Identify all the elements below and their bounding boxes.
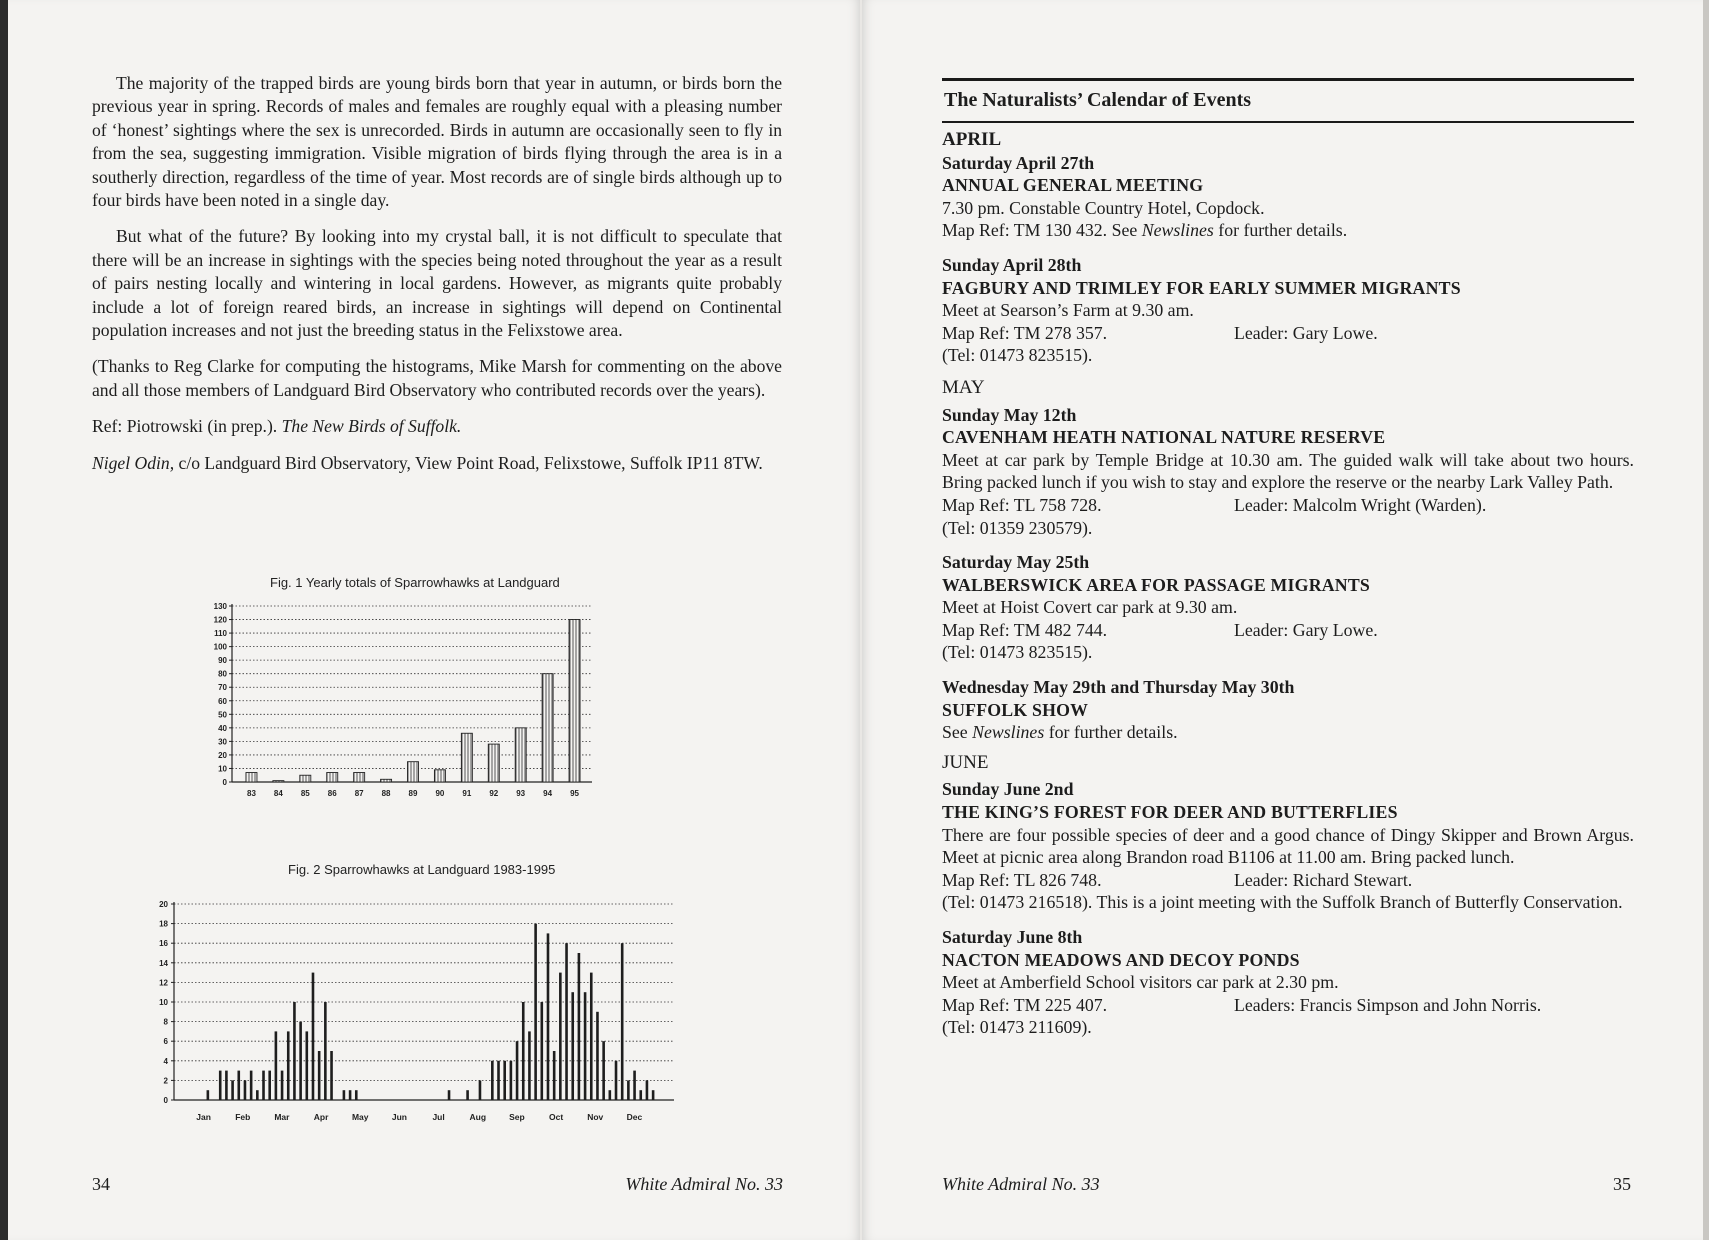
newslines-ref: Newslines — [1141, 220, 1214, 241]
event-date: Saturday May 25th — [942, 552, 1090, 573]
binding-edge — [0, 0, 8, 1240]
author-address: c/o Landguard Bird Observatory, View Point Road, Felixstowe, Suffolk IP11 8TW. — [178, 452, 763, 473]
bar-week-66 — [590, 973, 593, 1100]
event-tel: (Tel: 01473 216518). This is a joint meeting with the Suffolk Branch of Butterfly Conservation. — [942, 892, 1623, 913]
x-tick-label: 90 — [435, 789, 445, 798]
bar-week-65 — [584, 992, 587, 1100]
bar-83 — [246, 773, 257, 782]
event-body: Meet at Hoist Covert car park at 9.30 am. — [942, 597, 1238, 618]
event-map: Map Ref: TM 225 407. — [942, 994, 1108, 1015]
bar-week-23 — [324, 1002, 327, 1100]
y-tick-label: 4 — [163, 1056, 168, 1066]
bar-week-52 — [503, 1061, 506, 1100]
bar-87 — [354, 773, 365, 782]
event-date: Sunday April 28th — [942, 254, 1082, 275]
y-tick-label: 16 — [159, 939, 168, 949]
bar-week-56 — [528, 1031, 531, 1100]
x-tick-label: 84 — [273, 789, 283, 798]
event-tel: (Tel: 01473 823515). — [942, 642, 1093, 663]
month-june: JUNE — [942, 751, 989, 773]
event-map: Map Ref: TM 482 744. — [942, 619, 1108, 640]
bar-week-27 — [349, 1090, 352, 1100]
x-tick-label: 94 — [543, 789, 553, 798]
x-tick-label: Aug — [469, 1112, 487, 1122]
newslines-ref: Newslines — [972, 722, 1045, 743]
event-title: CAVENHAM HEATH NATIONAL NATURE RESERVE — [942, 427, 1386, 448]
event-tel: (Tel: 01473 823515). — [942, 345, 1093, 366]
page-number-right: 35 — [1613, 1174, 1631, 1194]
bar-92 — [488, 744, 499, 782]
y-tick-label: 130 — [213, 602, 227, 611]
fig2-title: Fig. 2 Sparrowhawks at Landguard 1983-1995 — [288, 862, 556, 877]
event-map — [942, 219, 1634, 242]
event-title: FAGBURY AND TRIMLEY FOR EARLY SUMMER MIGRANTS — [942, 277, 1461, 298]
x-tick-label: Feb — [235, 1112, 251, 1122]
event-map: Map Ref: TL 826 748. — [942, 869, 1102, 890]
y-tick-label: 60 — [218, 696, 227, 706]
bar-week-11 — [250, 1071, 253, 1100]
event-tel: (Tel: 01359 230579). — [942, 517, 1093, 538]
x-tick-label: Sep — [509, 1112, 525, 1122]
event-body: Meet at car park by Temple Bridge at 10.30 am. The guided walk will take about two hours. Bring packed lunch if you wish to stay and explore the reserve or the nearby Lark Valley Path. — [942, 449, 1634, 493]
y-tick-label: 14 — [159, 958, 168, 968]
bar-week-10 — [244, 1080, 247, 1100]
x-tick-label: Mar — [274, 1112, 290, 1122]
map-prefix: Map Ref: TM 130 432. See — [942, 220, 1142, 241]
event-leader: Leader: Richard Stewart. — [1234, 869, 1413, 890]
bar-week-9 — [237, 1071, 240, 1100]
x-tick-label: Jul — [432, 1112, 445, 1122]
bar-week-14 — [268, 1071, 271, 1100]
x-tick-label: Oct — [548, 1112, 564, 1122]
author-line — [92, 452, 782, 475]
y-tick-label: 0 — [163, 1096, 168, 1105]
event-date: Sunday May 12th — [942, 404, 1077, 425]
x-tick-label: 89 — [408, 789, 418, 798]
event-body: 7.30 pm. Constable Country Hotel, Copdock. — [942, 197, 1265, 218]
bar-86 — [327, 773, 338, 782]
bar-88 — [381, 779, 392, 782]
event-fagbury — [942, 254, 1634, 367]
bar-week-6 — [219, 1071, 222, 1100]
event-nacton — [942, 926, 1634, 1039]
y-tick-label: 20 — [159, 900, 168, 909]
event-date: Sunday June 2nd — [942, 779, 1074, 800]
bar-94 — [542, 674, 553, 782]
title-rule — [942, 121, 1634, 123]
fig2-chart — [140, 884, 720, 1134]
bar-week-63 — [571, 992, 574, 1100]
y-tick-label: 110 — [214, 629, 227, 639]
bar-week-50 — [491, 1061, 494, 1100]
y-tick-label: 8 — [163, 1017, 168, 1027]
footer-right — [942, 1174, 1100, 1195]
bar-week-19 — [299, 1022, 302, 1100]
bar-week-70 — [615, 1061, 618, 1100]
y-tick-label: 30 — [218, 737, 227, 747]
reference-prefix: Ref: Piotrowski (in prep.). — [92, 416, 278, 437]
x-tick-label: 85 — [300, 789, 310, 798]
calendar-title: The Naturalists’ Calendar of Events — [944, 89, 1252, 111]
bar-week-16 — [281, 1071, 284, 1100]
event-date: Wednesday May 29th and Thursday May 30th — [942, 677, 1295, 698]
bar-week-59 — [547, 933, 550, 1100]
bar-week-15 — [275, 1031, 278, 1100]
reference-title: The New Birds of Suffolk. — [281, 416, 462, 437]
y-tick-label: 100 — [213, 642, 227, 652]
bar-week-71 — [621, 943, 624, 1100]
x-tick-label: 92 — [489, 789, 499, 798]
author-name: Nigel Odin, — [92, 452, 175, 473]
paragraph: But what of the future? By looking into my crystal ball, it is not difficult to speculate that there will be an increase in sightings with the species being noted throughout the year as a result of pairs nesting locally and wintering in local gardens. However, as migrants quite probably include a lot of foreign reared birds, an increase in sightings will depend on Continental population increases and not just the breeding status in the Felixstowe area. — [92, 226, 782, 341]
event-title: WALBERSWICK AREA FOR PASSAGE MIGRANTS — [942, 574, 1370, 595]
month-april: APRIL — [942, 129, 1002, 150]
page-number-left: 34 — [92, 1174, 110, 1194]
bar-93 — [515, 728, 526, 782]
bar-week-43 — [448, 1090, 451, 1100]
event-title: SUFFOLK SHOW — [942, 699, 1089, 720]
x-tick-label: May — [351, 1112, 369, 1122]
bar-week-8 — [231, 1080, 234, 1100]
bar-week-21 — [312, 973, 315, 1100]
event-agm — [942, 152, 1634, 242]
bar-week-18 — [293, 1002, 296, 1100]
body-prefix: See — [942, 722, 973, 743]
y-tick-label: 12 — [159, 978, 168, 988]
bar-week-51 — [497, 1061, 500, 1100]
bar-week-76 — [652, 1090, 655, 1100]
bar-week-24 — [330, 1051, 333, 1100]
event-kings-forest — [942, 778, 1634, 914]
y-tick-label: 18 — [159, 919, 168, 929]
bar-week-22 — [318, 1051, 321, 1100]
right-page — [862, 0, 1709, 1240]
month-may: MAY — [942, 376, 985, 398]
event-leader: Leader: Malcolm Wright (Warden). — [1234, 494, 1487, 515]
x-tick-label: 93 — [516, 789, 526, 798]
bar-90 — [434, 770, 445, 782]
footer-left — [625, 1174, 783, 1195]
bar-week-69 — [609, 1090, 612, 1100]
y-tick-label: 20 — [218, 750, 227, 760]
event-tel: (Tel: 01473 211609). — [942, 1017, 1092, 1038]
paragraph: The majority of the trapped birds are young birds born that year in autumn, or birds born the previous year in spring. Records of males and females are roughly equal with a pleasing number of ‘honest’ sightings where the sex is unrecorded. Birds in autumn are occasionally seen to fly in from the sea, suggesting immigration. Visible migration of birds flying through the area is in a southerly direction, regardless of the time of year. Most records are of single birds although up to four birds have been noted in a single day. — [92, 73, 782, 211]
bar-week-20 — [306, 1031, 309, 1100]
event-body: There are four possible species of deer and a good chance of Dingy Skipper and Brown Argus. Meet at picnic area along Brandon road B1106 at 11.00 am. Bring packed lunch. — [942, 824, 1634, 868]
y-tick-label: 80 — [218, 669, 227, 679]
bar-week-58 — [541, 1002, 544, 1100]
x-tick-label: 83 — [247, 789, 256, 798]
footer-right-text: White Admiral No. 33 — [942, 1174, 1100, 1194]
bar-week-55 — [522, 1002, 525, 1100]
event-leader: Leader: Gary Lowe. — [1234, 322, 1378, 343]
x-tick-label: 87 — [354, 789, 364, 798]
bar-week-68 — [602, 1041, 605, 1100]
bar-week-74 — [639, 1090, 642, 1100]
footer-left-text: White Admiral No. 33 — [625, 1174, 783, 1194]
event-walberswick — [942, 551, 1634, 664]
y-tick-label: 90 — [218, 656, 227, 666]
bar-week-64 — [578, 953, 581, 1100]
y-tick-label: 0 — [222, 778, 227, 787]
bar-week-57 — [534, 924, 537, 1100]
bar-91 — [461, 733, 472, 782]
fig1-title: Fig. 1 Yearly totals of Sparrowhawks at Landguard — [270, 575, 560, 590]
bar-week-48 — [479, 1080, 482, 1100]
article-body — [92, 72, 782, 475]
event-map: Map Ref: TL 758 728. — [942, 494, 1102, 515]
bar-week-67 — [596, 1012, 599, 1100]
event-body: Meet at Searson’s Farm at 9.30 am. — [942, 300, 1194, 321]
event-suffolk-show — [942, 676, 1634, 744]
event-leader: Leaders: Francis Simpson and John Norris. — [1234, 994, 1542, 1015]
event-leader: Leader: Gary Lowe. — [1234, 619, 1378, 640]
paragraph: (Thanks to Reg Clarke for computing the histograms, Mike Marsh for commenting on the above and all those members of Landguard Bird Observatory who contributed records over the years). — [92, 356, 782, 400]
x-tick-label: Dec — [626, 1112, 643, 1122]
x-tick-label: 88 — [381, 789, 391, 798]
x-tick-label: Apr — [313, 1112, 329, 1122]
bar-week-28 — [355, 1090, 358, 1100]
bar-week-75 — [646, 1080, 649, 1100]
bar-week-54 — [516, 1041, 519, 1100]
calendar — [942, 78, 1634, 1039]
bar-week-72 — [627, 1080, 630, 1100]
page-edge — [1703, 0, 1709, 1240]
event-date: Saturday June 8th — [942, 927, 1083, 947]
y-tick-label: 70 — [218, 683, 227, 693]
event-date: Saturday April 27th — [942, 152, 1095, 173]
event-body — [942, 721, 1634, 744]
y-tick-label: 6 — [163, 1037, 168, 1047]
event-cavenham — [942, 404, 1634, 540]
x-tick-label: 91 — [462, 789, 472, 798]
y-tick-label: 10 — [159, 998, 168, 1007]
x-tick-label: Nov — [587, 1112, 604, 1122]
event-map: Map Ref: TM 278 357. — [942, 322, 1108, 343]
y-tick-label: 2 — [163, 1076, 168, 1086]
fig1-chart — [200, 596, 640, 816]
bar-week-73 — [633, 1071, 636, 1100]
bar-week-62 — [565, 943, 568, 1100]
reference — [92, 415, 782, 438]
bar-week-4 — [207, 1090, 210, 1100]
x-tick-label: 86 — [327, 789, 337, 798]
bar-week-61 — [559, 973, 562, 1100]
x-tick-label: Jun — [391, 1112, 407, 1122]
bar-week-26 — [343, 1090, 346, 1100]
body-suffix: for further details. — [1044, 722, 1178, 743]
bar-week-60 — [553, 1051, 556, 1100]
bar-89 — [408, 762, 419, 782]
bar-84 — [273, 781, 284, 782]
bar-week-17 — [287, 1031, 290, 1100]
bar-85 — [300, 775, 311, 782]
map-suffix: for further details. — [1213, 220, 1348, 241]
y-tick-label: 50 — [218, 710, 227, 720]
bar-week-53 — [510, 1061, 513, 1100]
event-title: NACTON MEADOWS AND DECOY PONDS — [942, 949, 1300, 970]
y-tick-label: 120 — [213, 615, 227, 625]
x-tick-label: 95 — [570, 789, 579, 798]
y-tick-label: 10 — [218, 764, 227, 774]
event-title: ANNUAL GENERAL MEETING — [942, 175, 1204, 196]
event-title: THE KING’S FOREST FOR DEER AND BUTTERFLIES — [942, 802, 1398, 823]
bar-95 — [569, 620, 580, 782]
x-tick-label: Jan — [196, 1112, 211, 1122]
bar-week-12 — [256, 1090, 259, 1100]
bar-week-46 — [466, 1090, 469, 1100]
event-body: Meet at Amberfield School visitors car park at 2.30 pm. — [942, 972, 1339, 993]
bar-week-13 — [262, 1071, 265, 1100]
bar-week-7 — [225, 1071, 228, 1100]
y-tick-label: 40 — [218, 723, 227, 733]
